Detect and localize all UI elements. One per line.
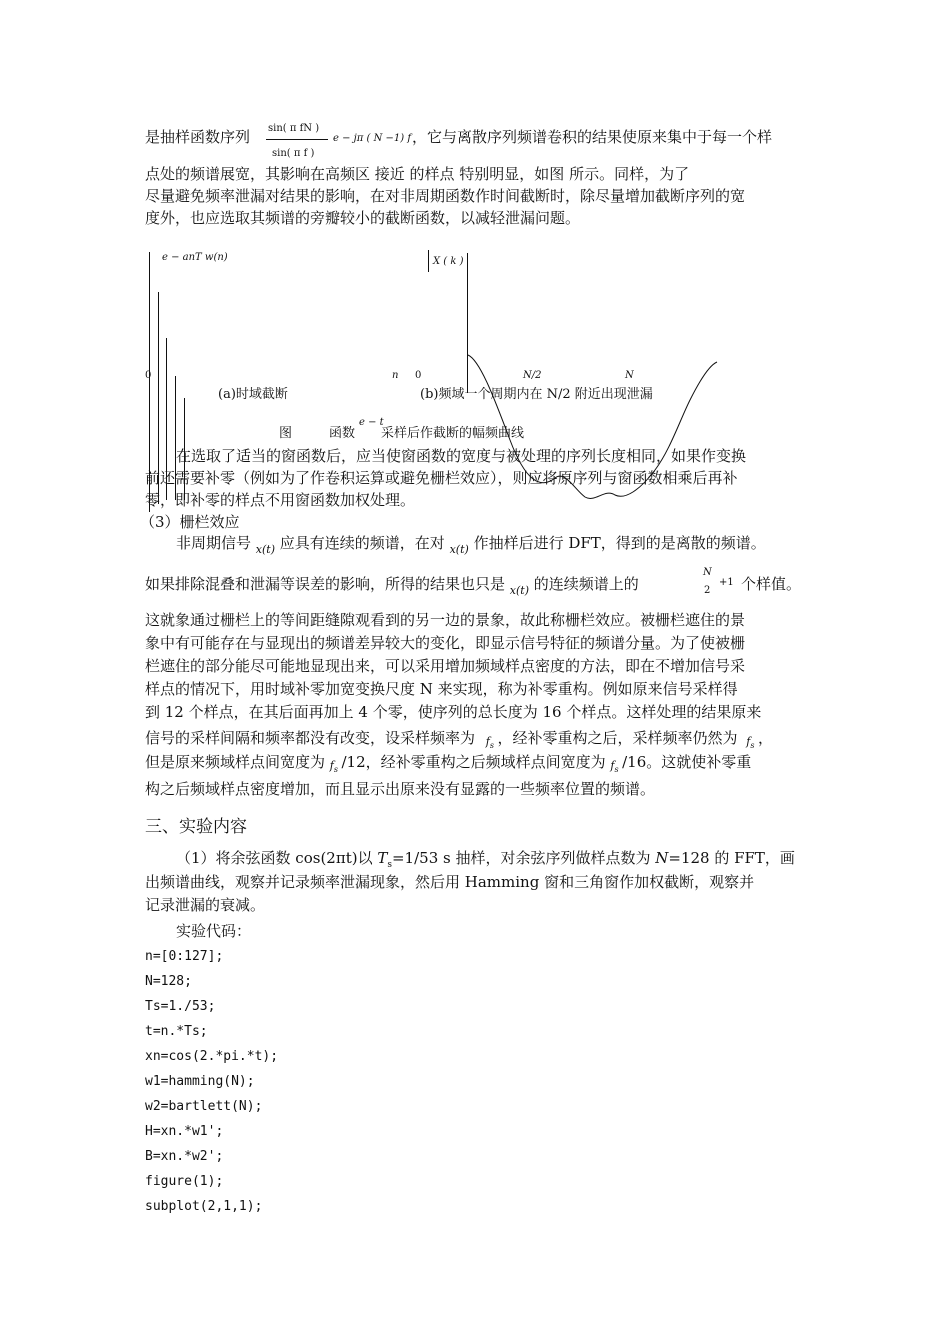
code-line: figure(1); [145,1174,224,1189]
n-over-2-num: N [703,567,712,578]
para3-line9: 但是原来频域样点间宽度为 $f_s$ /12，经补零重构之后频域样点间宽度为 $f_s$ /16。这就使补零重 [145,753,752,775]
code-heading: 实验代码： [176,922,252,940]
para4-line2: 出频谱曲线，观察并记录频率泄漏现象，然后用 Hamming 窗和三角窗作加权截断，观察并 [145,873,755,891]
para2-line1: 在选取了适当的窗函数后，应当使窗函数的宽度与被处理的序列长度相同，如果作变换 [176,447,747,465]
para1-line1-rest: ，它与离散序列频谱卷积的结果使原来集中于每一个样 [412,128,773,146]
n-over-2-den: 2 [704,585,711,596]
left-plot-ylabel: e − anT w(n) [162,252,228,263]
para3-line2: 如果排除混叠和泄漏等误差的影响，所得的结果也只是 $_{x(t)}$ 的连续频谱上的 [145,575,639,597]
fs-symbol: f [485,735,490,748]
fs-symbol: f [610,759,615,772]
n-full-label: N [625,370,634,381]
figure-title-exp: e − t [359,417,384,428]
figure-title-rest: 采样后作截断的幅频曲线 [381,426,525,441]
code-line: B=xn.*w2'; [145,1149,224,1164]
para3-line8: 信号的采样间隔和频率都没有改变，设采样频率为 $f_s$ ，经补零重构之后，采样频率仍然为 $f_s$ ， [145,729,773,751]
plus-one: +1 [719,577,734,588]
n-half-label: N/2 [523,370,542,381]
right-plot-ylabel: X ( k ) [433,256,464,267]
sinc-numerator: sin( π fN ) [268,123,320,134]
para1-line2: 点处的频谱展宽，其影响在高频区 接近 的样点 特别明显，如图 所示。同样，为了 [145,165,690,183]
para3-line6: 样点的情况下，用时域补零加宽变换尺度 N 来实现，称为补零重构。例如原来信号采样得 [145,680,738,698]
para1-text-a: 是抽样函数序列 [145,128,251,146]
para3-line7: 到 12 个样点，在其后面再加上 4 个零，使序列的总长度为 16 个样点。这样处理的结果原来 [145,703,762,721]
code-line: subplot(2,1,1); [145,1199,263,1214]
para3-line3: 这就象通过栅栏上的等间距缝隙观看到的另一边的景象，故此称栅栏效应。被栅栏遮住的景 [145,611,746,629]
x-t-symbol: x(t) [255,543,276,556]
para3-line10: 构之后频域样点密度增加，而且显示出原来没有显露的一些频率位置的频谱。 [145,780,656,798]
para3-line1: 非周期信号 $_{x(t)}$ 应具有连续的频谱，在对 $_{x(t)}$ 作抽样后进行 DFT，得到的是离散的频谱。 [176,534,766,556]
code-line: w1=hamming(N); [145,1074,255,1089]
para3-line2-rest: 个样值。 [741,575,802,593]
code-line: xn=cos(2.*pi.*t); [145,1049,279,1064]
para4-line3: 记录泄漏的衰减。 [145,896,266,914]
fs-symbol: f [746,735,751,748]
para2-line2: 前还需要补零（例如为了作卷积运算或避免栅栏效应），则应将原序列与窗函数相乘后再补 [145,469,738,487]
code-line: N=128; [145,974,192,989]
x-t-symbol: x(t) [449,543,469,556]
left-origin-label: 0 [145,370,152,381]
caption-b: (b)频域一个周期内在 N/2 附近出现泄漏 [420,387,653,402]
figure-title-func: 函数 [329,426,356,441]
section-3-heading: （3）栅栏效应 [140,513,240,531]
n-axis-label: n [392,370,399,381]
code-line: n=[0:127]; [145,949,224,964]
para2-line3: 零，即补零的样点不用窗函数加权处理。 [145,491,416,509]
para3-line4: 象中有可能存在与显现出的频谱差异较大的变化，即显示信号特征的频谱分量。为了使被栅 [145,634,746,652]
experiment-content-heading: 三、实验内容 [145,817,247,837]
code-line: H=xn.*w1'; [145,1124,224,1139]
phase-exponent: e − jπ ( N −1) f [333,133,412,144]
para4-line1: （1）将余弦函数 cos(2πt)以 $T_s=1/53$ s 抽样，对余弦序列做样点数为 N=128 的 FFT，画 [176,849,795,870]
para1-line4: 度外，也应选取其频谱的旁瓣较小的截断函数，以减轻泄漏问题。 [145,209,581,227]
caption-a: (a)时域截断 [218,387,288,402]
code-line: t=n.*Ts; [145,1024,208,1039]
code-line: Ts=1./53; [145,999,216,1014]
figure-title-prefix: 图 [279,426,293,441]
x-t-symbol: x(t) [509,584,530,597]
sinc-denominator: sin( π f ) [272,148,315,159]
code-line: w2=bartlett(N); [145,1099,263,1114]
right-origin-label: 0 [415,370,422,381]
para3-line5: 栏遮住的部分能尽可能地显现出来，可以采用增加频域样点密度的方法，即在不增加信号采 [145,657,746,675]
fs-symbol: f [329,759,334,772]
para1-line3: 尽量避免频率泄漏对结果的影响，在对非周期函数作时间截断时，除尽量增加截断序列的宽 [145,187,746,205]
